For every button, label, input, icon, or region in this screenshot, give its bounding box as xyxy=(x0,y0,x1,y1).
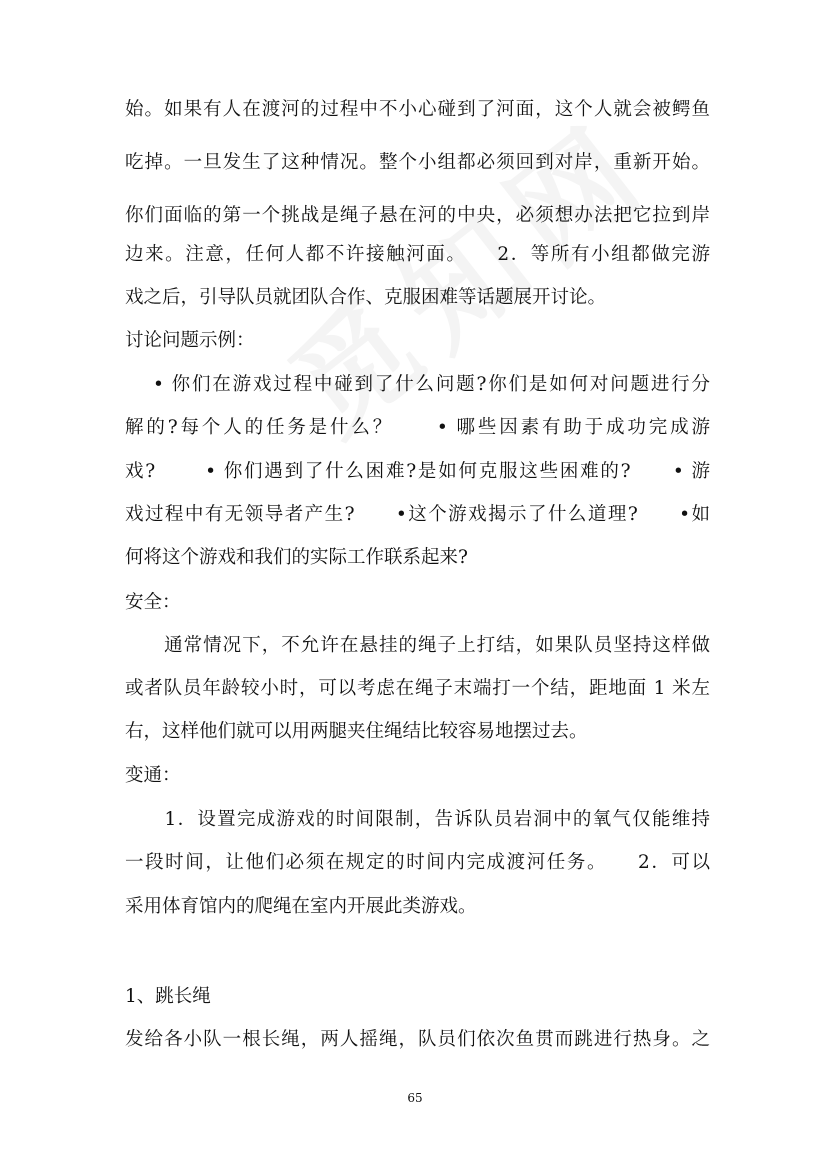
watermark xyxy=(250,75,682,465)
section-heading: 讨论问题示例： xyxy=(125,330,255,351)
text-line: 边来。注意，任何人都不许接触河面。 2．等所有小组都做完游 xyxy=(125,244,710,265)
section-heading: 安全： xyxy=(125,592,181,613)
text-line: 戏之后，引导队员就团队合作、克服困难等话题展开讨论。 xyxy=(125,287,607,308)
text-line: 戏? • 你们遇到了什么困难?是如何克服这些困难的? • 游 xyxy=(125,461,710,482)
text-line: 解的?每个人的任务是什么？ • 哪些因素有助于成功完成游 xyxy=(125,417,710,438)
text-line: 戏过程中有无领导者产生? •这个游戏揭示了什么道理? •如 xyxy=(125,504,710,525)
text-line: 吃掉。一旦发生了这种情况。整个小组都必须回到对岸，重新开始。 xyxy=(125,152,710,173)
text-line: 一段时间，让他们必须在规定的时间内完成渡河任务。 2．可以 xyxy=(125,852,710,873)
text-line: • 你们在游戏过程中碰到了什么问题?你们是如何对问题进行分 xyxy=(125,374,710,395)
text-line: 采用体育馆内的爬绳在室内开展此类游戏。 xyxy=(125,896,477,917)
section-heading: 变通： xyxy=(125,765,181,786)
text-line: 始。如果有人在渡河的过程中不小心碰到了河面，这个人就会被鳄鱼 xyxy=(125,99,710,120)
text-line: 通常情况下，不允许在悬挂的绳子上打结，如果队员坚持这样做 xyxy=(125,635,710,656)
text-line: 何将这个游戏和我们的实际工作联系起来? xyxy=(125,547,468,568)
text-line: 发给各小队一根长绳，两人摇绳，队员们依次鱼贯而跳进行热身。之 xyxy=(125,1029,710,1050)
text-line: 右，这样他们就可以用两腿夹住绳结比较容易地摆过去。 xyxy=(125,721,588,742)
text-line: 你们面临的第一个挑战是绳子悬在河的中央，必须想办法把它拉到岸 xyxy=(125,205,710,226)
page-number: 65 xyxy=(407,1091,423,1105)
text-line: 1．设置完成游戏的时间限制，告诉队员岩洞中的氧气仅能维持 xyxy=(125,809,710,830)
text-line: 或者队员年龄较小时，可以考虑在绳子末端打一个结，距地面 1 米左 xyxy=(125,678,710,699)
section-heading: 1、跳长绳 xyxy=(125,986,211,1007)
